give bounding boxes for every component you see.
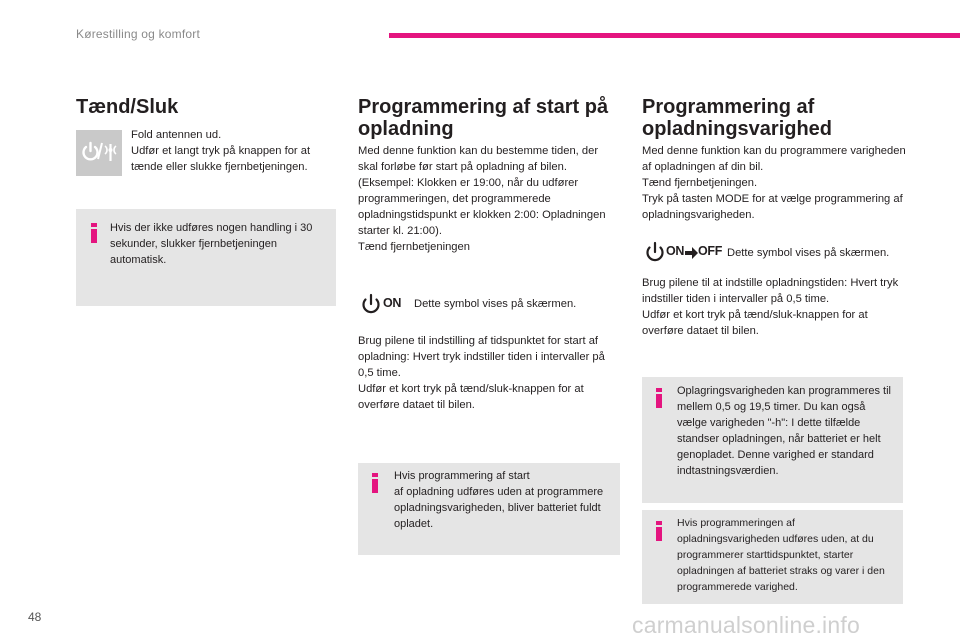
on-label: ON [383,296,402,310]
power-antenna-icon [76,130,122,176]
heading-duration-programming: Programmering af opladningsvarighed [642,96,833,140]
clock-power-icon [360,293,382,315]
watermark: carmanualsonline.info [632,612,860,638]
section-label: Kørestilling og komfort [76,27,200,41]
info-box-duration-range [642,377,903,503]
timer-on-off-symbol [644,240,722,264]
info-icon [656,388,662,408]
timer-on-symbol [360,292,408,316]
clock-power-icon [644,241,666,263]
heading-power: Tænd/Sluk [76,96,179,118]
info-box-auto-off [76,209,336,306]
remote-power-icon-box [76,130,122,176]
duration-symbol-caption: Dette symbol vises på skærmen. [727,247,890,259]
start-programming-steps: Brug pilene til indstilling af tidspunktet for start af opladning: Hvert tryk indstiller tiden i intervaller på 0,5 time. Udfør et kort tryk på tænd/sluk-knappen for at overføre dataet til bilen. [358,335,605,411]
start-symbol-caption: Dette symbol vises på skærmen. [414,298,577,310]
heading-start-programming: Programmering af start på opladning [358,96,609,140]
info-icon [656,521,662,541]
info-icon [91,223,97,243]
power-instructions: Fold antennen ud. Udfør et langt tryk på knappen for at tænde eller slukke fjernbetjeningen. [131,129,311,173]
arrow-right-icon [685,247,698,259]
info-text: Hvis programmering af start af opladning udføres uden at programmere opladningsvarigheden, bliver batteriet fuldt opladet. [394,470,604,530]
info-icon [372,473,378,493]
section-accent-bar [389,33,960,38]
info-text: Hvis der ikke udføres nogen handling i 30 sekunder, slukker fjernbetjeningen automatisk. [110,222,313,266]
duration-programming-body: Med denne funktion kan du programmere varigheden af opladningen af din bil. Tænd fjernbetjeningen. Tryk på tasten MODE for at vælge programmering af opladningsvarigheden. [642,145,906,221]
info-text: Oplagringsvarigheden kan programmeres til mellem 0,5 og 19,5 timer. Du kan også vælge varigheden "-h": I dette tilfælde standser opladningen, når batteriet er helt genopladet. Denne varighed er standard indtastningsværdien. [677,385,891,477]
on-label: ON [666,244,685,258]
info-text: Hvis programmeringen af opladningsvarigheden udføres uden, at du programmerer starttidspunktet, starter opladningen af batteriet straks og varer i den programmerede varighed. [677,517,885,593]
start-programming-body: Med denne funktion kan du bestemme tiden, der skal forløbe før start på opladning af bilen. (Eksempel: Klokken er 19:00, når du udfører programmeringen, det programmerede opladningstidspunkt er klokken 2:00: Opladningen starter kl. 21:00). Tænd fjernbetjeningen [358,145,606,253]
info-box-duration-without-start [642,510,903,604]
off-label: OFF [698,244,723,258]
duration-programming-steps: Brug pilene til at indstille opladningstiden: Hvert tryk indstiller tiden i intervaller på 0,5 time. Udfør et kort tryk på tænd/sluk-knappen for at overføre dataet til bilen. [642,277,899,337]
page-number: 48 [28,610,42,624]
info-box-start-without-duration [358,463,620,555]
